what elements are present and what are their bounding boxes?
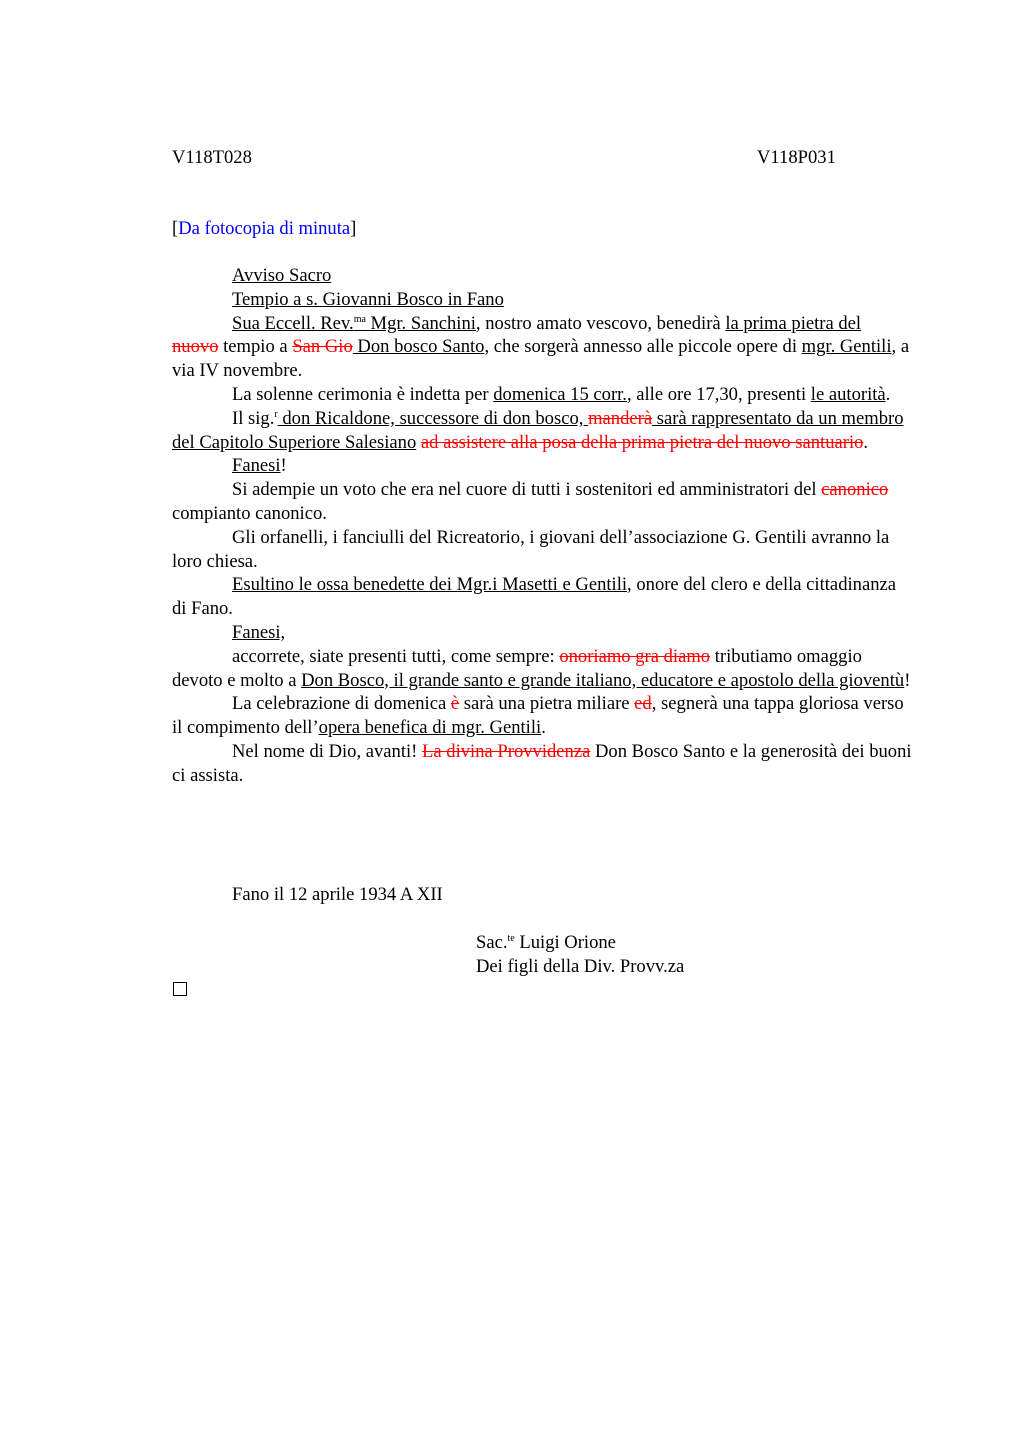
signature-name: [476, 931, 616, 955]
p9-d: Don Bosco, il grande santo e grande italiano, educatore e apostolo della gioventù: [301, 669, 905, 691]
paragraph-4: [172, 454, 912, 478]
p1-deleted-1: nuovo: [172, 336, 219, 358]
p3-sup: r: [274, 408, 278, 420]
p5-a: Si adempie un voto che era nel cuore di tutti i sostenitori ed amministratori del: [232, 479, 822, 501]
header-right-code: V118P031: [757, 147, 836, 168]
p2-c: , alle ore 17,30, presenti: [626, 383, 811, 405]
p1-b: Mgr. Sanchini: [365, 312, 476, 334]
p4-a: Fanesi: [232, 455, 281, 477]
paragraph-1: [172, 312, 912, 383]
p5-deleted: canonico: [821, 479, 889, 501]
p8-a: Fanesi,: [232, 621, 286, 643]
p2-b: domenica 15 corr.: [493, 383, 627, 405]
p1-j: mgr. Gentili: [801, 336, 892, 358]
paragraph-9: [172, 645, 912, 693]
p10-e: , segnerà una tappa gloriosa verso il compimento dell’: [172, 693, 904, 739]
p3-a: Il sig.: [232, 407, 275, 429]
p1-deleted-2: San Gio: [292, 336, 353, 358]
letter-body: [172, 264, 912, 788]
p4-b: !: [280, 455, 287, 477]
p10-f: opera benefica di mgr. Gentili: [318, 717, 542, 739]
p10-a: La celebrazione di domenica: [232, 693, 451, 715]
p10-deleted-1: è: [450, 693, 460, 715]
p3-d: sarà rappresentato da un membro del Capitolo Superiore Salesiano: [172, 407, 904, 453]
p9-e: !: [904, 669, 911, 691]
p11-c: Don Bosco Santo e la generosità dei buoni ci assista.: [172, 740, 912, 786]
p7-b: , onore del clero e della cittadinanza di Fano.: [172, 574, 897, 620]
signature-line-2: Dei figli della Div. Provv.za: [476, 956, 685, 977]
source-note-close: ]: [350, 218, 357, 239]
p1-c: , nostro amato vescovo, benedirà: [475, 312, 726, 334]
paragraph-7: [172, 573, 912, 621]
paragraph-2: [172, 383, 912, 407]
p2-d: le autorità: [810, 383, 886, 405]
p3-deleted-1: manderà: [588, 407, 653, 429]
p9-c: tributiamo omaggio devoto e molto a: [172, 645, 862, 691]
paragraph-8: [172, 621, 912, 645]
signature-b: Luigi Orione: [514, 932, 616, 953]
p10-deleted-2: ed: [634, 693, 652, 715]
signature-sup: te: [507, 933, 515, 944]
p10-c: sarà una pietra miliare: [459, 693, 635, 715]
p11-a: Nel nome di Dio, avanti!: [232, 740, 423, 762]
header-left-code: V118T028: [172, 147, 252, 168]
source-note-open: [: [172, 218, 179, 239]
title-line-2: [172, 288, 912, 312]
paragraph-3: [172, 407, 912, 455]
paragraph-11: [172, 740, 912, 788]
p2-e: .: [885, 383, 891, 405]
p9-deleted: onoriamo gra diamo: [559, 645, 711, 667]
p1-i: , che sorgerà annesso alle piccole opere di: [484, 336, 802, 358]
p1-k: , a via IV novembre.: [172, 336, 910, 382]
title-1: Avviso Sacro: [232, 265, 332, 286]
p3-f: .: [863, 431, 869, 453]
source-note: [172, 217, 356, 241]
paragraph-6: Gli orfanelli, i fanciulli del Ricreatorio, i giovani dell’associazione G. Gentili avranno la loro chiesa.: [172, 526, 890, 572]
p3-b: don Ricaldone, successore di don bosco,: [277, 407, 589, 429]
title-line-1: [172, 264, 912, 288]
source-note-text: Da fotocopia di minuta: [178, 218, 351, 239]
p11-deleted: La divina Provvidenza: [422, 740, 591, 762]
signature-a: Sac.: [476, 932, 508, 953]
end-mark-square: [173, 982, 187, 996]
p2-a: La solenne cerimonia è indetta per: [232, 383, 494, 405]
p7-a: Esultino le ossa benedette dei Mgr.i Masetti e Gentili: [232, 574, 628, 596]
p10-g: .: [541, 717, 546, 739]
p5-c: compianto canonico.: [172, 502, 327, 524]
paragraph-10: [172, 692, 912, 740]
p1-bishop: [232, 313, 476, 334]
paragraph-5: [172, 478, 912, 526]
p1-f: tempio a: [218, 336, 293, 358]
p1-h: Don bosco Santo: [352, 336, 485, 358]
p1-d: la prima pietra del: [725, 312, 862, 334]
p1-a: Sua Eccell. Rev.: [232, 312, 354, 334]
p9-a: accorrete, siate presenti tutti, come sempre:: [232, 645, 560, 667]
p1-sup: ma: [353, 313, 366, 325]
title-2: Tempio a s. Giovanni Bosco in Fano: [232, 288, 504, 310]
date-line: Fano il 12 aprile 1934 A XII: [232, 884, 443, 905]
p3-deleted-2: ad assistere alla posa della prima pietra del nuovo santuario: [420, 431, 864, 453]
